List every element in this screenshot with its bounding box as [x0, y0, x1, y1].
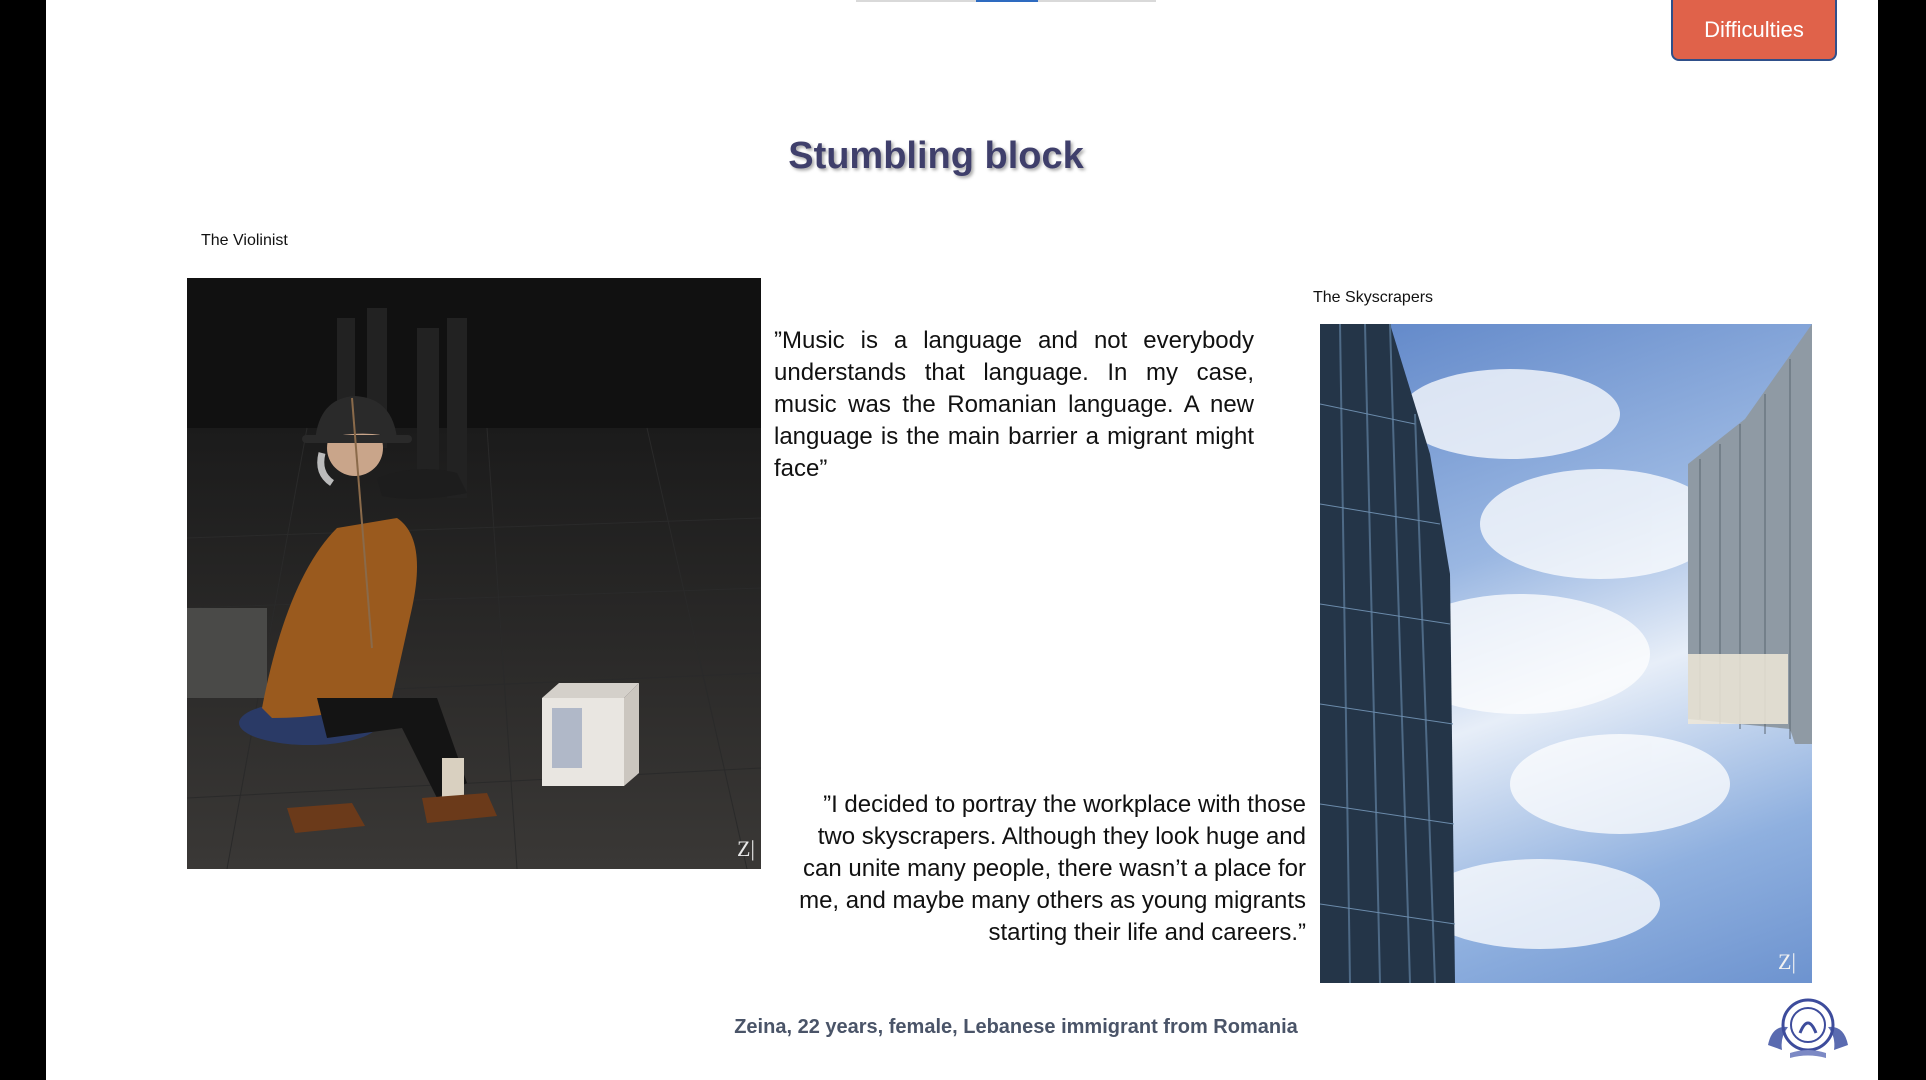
svg-text:Z|: Z|: [1778, 949, 1796, 974]
skyscrapers-caption: The Skyscrapers: [1313, 289, 1434, 306]
violinist-quote: ”Music is a language and not everybody understands that language. In my case, music was the Romanian language. A new language is the main barrier a migrant might face”: [774, 327, 1254, 482]
skyscrapers-photo: [1320, 324, 1812, 983]
slide-canvas: [46, 0, 1878, 1080]
difficulties-badge[interactable]: Difficulties: [1671, 0, 1837, 61]
slide-progress-current: [976, 0, 1038, 2]
skyscrapers-quote: ”I decided to portray the workplace with those two skyscrapers. Although they look huge and can unite many people, there wasn’t a place for me, and maybe many others as young migrants starting their life and careers.”: [799, 791, 1306, 946]
participant-footer: Zeina, 22 years, female, Lebanese immigrant from Romania: [734, 1016, 1298, 1038]
slide-title: Stumbling block: [788, 135, 1084, 177]
slide-progress-indicator: [856, 0, 1156, 2]
violinist-caption: The Violinist: [201, 232, 288, 249]
violinist-photo: [187, 278, 761, 869]
svg-text:Z|: Z|: [737, 836, 755, 861]
organization-logo-icon: [1760, 995, 1856, 1061]
